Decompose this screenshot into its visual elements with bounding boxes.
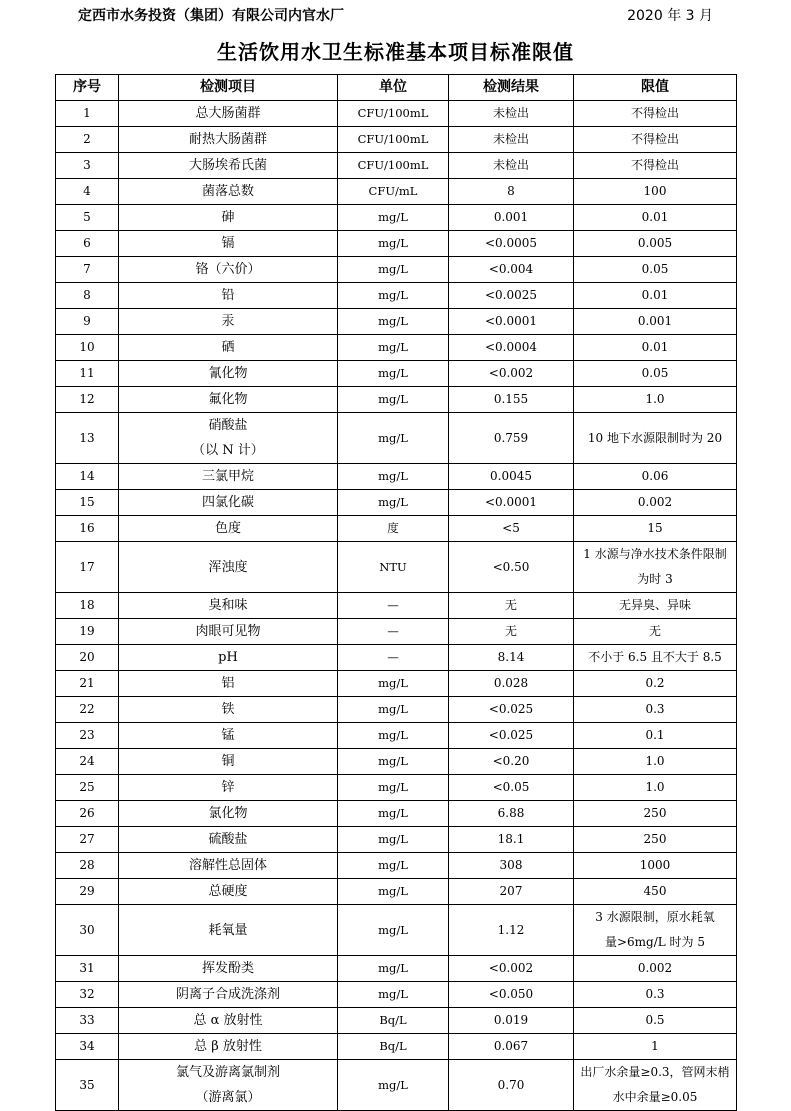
- report-date: 2020 年 3 月: [627, 8, 713, 24]
- cell-item: [119, 879, 338, 905]
- cell-limit: [574, 231, 737, 257]
- cell-unit: mg/L: [338, 361, 449, 387]
- table-row: [56, 749, 737, 775]
- cell-limit: [574, 464, 737, 490]
- cell-result: 6.88: [449, 801, 574, 827]
- cell-item-line: 色度: [214, 521, 241, 536]
- cell-item-line: 铁: [221, 702, 235, 717]
- cell-item: [119, 153, 338, 179]
- cell-item-line: 氯化物: [208, 806, 248, 821]
- cell-item: [119, 982, 338, 1008]
- table-row: [56, 516, 737, 542]
- cell-limit: [574, 1034, 737, 1060]
- cell-item-line: 氰化物: [208, 366, 248, 381]
- cell-limit: [574, 257, 737, 283]
- cell-item: [119, 827, 338, 853]
- cell-item: [119, 335, 338, 361]
- cell-unit: mg/L: [338, 956, 449, 982]
- table-row: [56, 775, 737, 801]
- cell-no: 30: [56, 905, 119, 956]
- table-row: [56, 309, 737, 335]
- cell-unit: Bq/L: [338, 1008, 449, 1034]
- cell-no: 31: [56, 956, 119, 982]
- cell-item: [119, 1060, 338, 1111]
- cell-result: <0.025: [449, 723, 574, 749]
- cell-no: 10: [56, 335, 119, 361]
- column-header-limit: 限值: [574, 75, 737, 101]
- cell-result: <0.002: [449, 361, 574, 387]
- cell-unit: mg/L: [338, 905, 449, 956]
- cell-unit: mg/L: [338, 853, 449, 879]
- cell-unit: —: [338, 619, 449, 645]
- cell-result: 无: [449, 593, 574, 619]
- cell-limit: [574, 956, 737, 982]
- cell-no: 17: [56, 542, 119, 593]
- table-row: [56, 257, 737, 283]
- cell-result: 308: [449, 853, 574, 879]
- cell-limit-line: 0.01: [641, 340, 669, 354]
- cell-item: [119, 283, 338, 309]
- cell-limit-line: 0.05: [641, 262, 669, 276]
- table-row: [56, 905, 737, 956]
- table-row: [56, 283, 737, 309]
- cell-item: [119, 593, 338, 619]
- cell-limit-line: 0.2: [645, 676, 665, 690]
- cell-unit: mg/L: [338, 723, 449, 749]
- cell-result: 207: [449, 879, 574, 905]
- cell-limit-line: 450: [643, 884, 667, 898]
- table-row: [56, 413, 737, 464]
- table-row: [56, 801, 737, 827]
- cell-result: <0.004: [449, 257, 574, 283]
- cell-limit: [574, 1008, 737, 1034]
- cell-item: [119, 179, 338, 205]
- cell-item-line: 镉: [221, 236, 235, 251]
- cell-unit: CFU/100mL: [338, 101, 449, 127]
- table-row: [56, 490, 737, 516]
- cell-item: [119, 127, 338, 153]
- cell-item-line: 耐热大肠菌群: [188, 132, 267, 147]
- cell-no: 15: [56, 490, 119, 516]
- cell-limit-line: 无: [648, 624, 661, 638]
- table-row: [56, 101, 737, 127]
- cell-limit-line: 无异臭、异味: [618, 598, 691, 612]
- cell-unit: mg/L: [338, 1060, 449, 1111]
- cell-no: 6: [56, 231, 119, 257]
- cell-limit-line: 250: [643, 832, 667, 846]
- cell-item: [119, 516, 338, 542]
- cell-no: 23: [56, 723, 119, 749]
- cell-limit: [574, 283, 737, 309]
- cell-item: [119, 645, 338, 671]
- table-row: [56, 1034, 737, 1060]
- cell-unit: mg/L: [338, 827, 449, 853]
- cell-result: <0.20: [449, 749, 574, 775]
- cell-limit-line: 0.3: [645, 702, 665, 716]
- cell-result: <0.025: [449, 697, 574, 723]
- table-row: [56, 593, 737, 619]
- cell-no: 3: [56, 153, 119, 179]
- cell-limit: [574, 205, 737, 231]
- cell-item-line: 铜: [221, 754, 235, 769]
- cell-item-line: 锌: [221, 780, 235, 795]
- cell-no: 14: [56, 464, 119, 490]
- cell-unit: mg/L: [338, 464, 449, 490]
- cell-no: 4: [56, 179, 119, 205]
- cell-limit-line: 1.0: [645, 780, 665, 794]
- cell-limit-line: 3 水源限制，原水耗氧: [595, 910, 715, 924]
- cell-unit: mg/L: [338, 749, 449, 775]
- cell-item: [119, 697, 338, 723]
- cell-limit: [574, 490, 737, 516]
- cell-unit: mg/L: [338, 231, 449, 257]
- cell-item: [119, 205, 338, 231]
- cell-item-line: 溶解性总固体: [188, 858, 267, 873]
- cell-item: [119, 905, 338, 956]
- cell-result: 无: [449, 619, 574, 645]
- cell-limit: [574, 361, 737, 387]
- cell-item: [119, 801, 338, 827]
- table-row: [56, 361, 737, 387]
- cell-item: [119, 1008, 338, 1034]
- table-row: [56, 153, 737, 179]
- table-row: [56, 982, 737, 1008]
- cell-limit-line: 0.01: [641, 210, 669, 224]
- table-row: [56, 645, 737, 671]
- column-header-no: 序号: [56, 75, 119, 101]
- cell-limit: [574, 749, 737, 775]
- cell-item-line: 汞: [221, 314, 235, 329]
- table-row: [56, 671, 737, 697]
- cell-result: 18.1: [449, 827, 574, 853]
- cell-item-line: 臭和味: [208, 598, 248, 613]
- table-row: [56, 1060, 737, 1111]
- column-header-unit: 单位: [338, 75, 449, 101]
- cell-no: 16: [56, 516, 119, 542]
- cell-no: 8: [56, 283, 119, 309]
- cell-result: 8.14: [449, 645, 574, 671]
- cell-limit-line: 出厂水余量≥0.3，管网末梢: [580, 1065, 730, 1079]
- cell-no: 2: [56, 127, 119, 153]
- cell-limit-line: 量>6mg/L 时为 5: [604, 935, 706, 949]
- cell-limit-line: 0.1: [645, 728, 665, 742]
- cell-item-line: 锰: [221, 728, 235, 743]
- cell-result: 0.028: [449, 671, 574, 697]
- cell-no: 26: [56, 801, 119, 827]
- cell-limit: [574, 387, 737, 413]
- cell-result: 0.70: [449, 1060, 574, 1111]
- cell-limit-line: 0.3: [645, 987, 665, 1001]
- cell-unit: mg/L: [338, 283, 449, 309]
- cell-limit: [574, 593, 737, 619]
- cell-unit: NTU: [338, 542, 449, 593]
- table-row: [56, 619, 737, 645]
- cell-no: 33: [56, 1008, 119, 1034]
- cell-item-line: 总硬度: [208, 884, 248, 899]
- organization-name: 定西市水务投资（集团）有限公司内官水厂: [78, 8, 344, 24]
- cell-limit: [574, 879, 737, 905]
- cell-no: 22: [56, 697, 119, 723]
- cell-limit-line: 0.002: [637, 495, 673, 509]
- cell-item-line: 总大肠菌群: [195, 106, 261, 121]
- table-row: [56, 542, 737, 593]
- table-row: [56, 956, 737, 982]
- cell-limit-line: 不得检出: [630, 132, 679, 146]
- cell-item: [119, 309, 338, 335]
- cell-no: 1: [56, 101, 119, 127]
- cell-limit-line: 1.0: [645, 392, 665, 406]
- cell-unit: CFU/100mL: [338, 153, 449, 179]
- cell-unit: mg/L: [338, 309, 449, 335]
- cell-item: [119, 723, 338, 749]
- cell-result: 0.001: [449, 205, 574, 231]
- cell-no: 32: [56, 982, 119, 1008]
- cell-limit: [574, 1060, 737, 1111]
- table-row: [56, 231, 737, 257]
- cell-no: 20: [56, 645, 119, 671]
- table-row: [56, 697, 737, 723]
- cell-item-line: 大肠埃希氏菌: [188, 158, 267, 173]
- page-title: 生活饮用水卫生标准基本项目标准限值: [217, 40, 574, 64]
- cell-item: [119, 387, 338, 413]
- cell-item-line: 总 α 放射性: [193, 1013, 263, 1028]
- cell-result: 1.12: [449, 905, 574, 956]
- cell-item-line: 硫酸盐: [208, 832, 248, 847]
- cell-limit: [574, 775, 737, 801]
- cell-result: 0.155: [449, 387, 574, 413]
- table-row: [56, 127, 737, 153]
- cell-result: <0.0005: [449, 231, 574, 257]
- cell-no: 5: [56, 205, 119, 231]
- cell-limit-line: 1: [651, 1039, 659, 1053]
- cell-item-line: 阴离子合成洗涤剂: [175, 987, 280, 1002]
- cell-item-line: 铝: [221, 676, 235, 691]
- column-header-result: 检测结果: [449, 75, 574, 101]
- cell-limit-line: 15: [647, 521, 663, 535]
- cell-item-line: 挥发酚类: [201, 961, 254, 976]
- cell-limit-line: 1000: [639, 858, 671, 872]
- cell-limit-line: 1.0: [645, 754, 665, 768]
- cell-unit: mg/L: [338, 697, 449, 723]
- cell-no: 35: [56, 1060, 119, 1111]
- table-row: [56, 179, 737, 205]
- cell-no: 34: [56, 1034, 119, 1060]
- cell-limit: [574, 723, 737, 749]
- water-quality-table: [55, 74, 737, 1111]
- cell-limit-line: 100: [643, 184, 667, 198]
- cell-result: <0.050: [449, 982, 574, 1008]
- cell-item: [119, 853, 338, 879]
- cell-item: [119, 775, 338, 801]
- cell-limit: [574, 101, 737, 127]
- cell-item: [119, 619, 338, 645]
- table-row: [56, 464, 737, 490]
- cell-result: 8: [449, 179, 574, 205]
- cell-unit: mg/L: [338, 671, 449, 697]
- cell-unit: —: [338, 645, 449, 671]
- cell-limit-line: 0.005: [637, 236, 673, 250]
- cell-limit: [574, 827, 737, 853]
- cell-limit-line: 0.05: [641, 366, 669, 380]
- table-header-row: [56, 75, 737, 101]
- cell-result: <5: [449, 516, 574, 542]
- cell-limit-line: 为时 3: [637, 572, 673, 586]
- table-row: [56, 853, 737, 879]
- cell-limit: [574, 645, 737, 671]
- cell-result: 未检出: [449, 127, 574, 153]
- cell-no: 25: [56, 775, 119, 801]
- cell-no: 29: [56, 879, 119, 905]
- cell-limit-line: 1 水源与净水技术条件限制: [583, 547, 727, 561]
- table-row: [56, 335, 737, 361]
- cell-item: [119, 101, 338, 127]
- table-row: [56, 1008, 737, 1034]
- cell-unit: —: [338, 593, 449, 619]
- cell-item: [119, 1034, 338, 1060]
- cell-unit: mg/L: [338, 413, 449, 464]
- cell-unit: mg/L: [338, 982, 449, 1008]
- cell-item-line: （以 N 计）: [192, 443, 264, 458]
- cell-limit: [574, 982, 737, 1008]
- cell-unit: mg/L: [338, 879, 449, 905]
- cell-no: 18: [56, 593, 119, 619]
- table-row: [56, 387, 737, 413]
- cell-limit-line: 水中余量≥0.05: [612, 1090, 698, 1104]
- cell-result: <0.0025: [449, 283, 574, 309]
- cell-no: 11: [56, 361, 119, 387]
- cell-unit: CFU/mL: [338, 179, 449, 205]
- cell-limit: [574, 309, 737, 335]
- cell-unit: CFU/100mL: [338, 127, 449, 153]
- cell-limit-line: 250: [643, 806, 667, 820]
- cell-item-line: 总 β 放射性: [194, 1039, 262, 1054]
- cell-limit: [574, 179, 737, 205]
- cell-item-line: 铅: [221, 288, 235, 303]
- cell-unit: mg/L: [338, 257, 449, 283]
- cell-no: 12: [56, 387, 119, 413]
- cell-item-line: 菌落总数: [201, 184, 254, 199]
- cell-no: 21: [56, 671, 119, 697]
- cell-no: 28: [56, 853, 119, 879]
- cell-limit-line: 不得检出: [630, 158, 679, 172]
- cell-unit: mg/L: [338, 205, 449, 231]
- cell-result: 0.067: [449, 1034, 574, 1060]
- cell-no: 7: [56, 257, 119, 283]
- cell-item: [119, 956, 338, 982]
- cell-result: <0.0004: [449, 335, 574, 361]
- cell-limit-line: 0.001: [637, 314, 673, 328]
- cell-item: [119, 257, 338, 283]
- table-row: [56, 879, 737, 905]
- cell-item: [119, 361, 338, 387]
- cell-item: [119, 231, 338, 257]
- cell-limit: [574, 619, 737, 645]
- cell-result: 未检出: [449, 101, 574, 127]
- cell-unit: mg/L: [338, 387, 449, 413]
- cell-unit: mg/L: [338, 801, 449, 827]
- cell-unit: mg/L: [338, 490, 449, 516]
- cell-limit: [574, 516, 737, 542]
- table-row: [56, 205, 737, 231]
- cell-result: 0.0045: [449, 464, 574, 490]
- cell-item-line: （游离氯）: [195, 1090, 261, 1105]
- cell-limit: [574, 697, 737, 723]
- cell-no: 9: [56, 309, 119, 335]
- cell-result: <0.0001: [449, 309, 574, 335]
- cell-no: 27: [56, 827, 119, 853]
- cell-item-line: 硒: [221, 340, 235, 355]
- cell-no: 24: [56, 749, 119, 775]
- cell-result: <0.05: [449, 775, 574, 801]
- cell-unit: mg/L: [338, 335, 449, 361]
- cell-result: 0.759: [449, 413, 574, 464]
- cell-item-line: 四氯化碳: [201, 495, 254, 510]
- cell-limit-line: 0.5: [645, 1013, 665, 1027]
- cell-result: <0.002: [449, 956, 574, 982]
- cell-limit-line: 0.01: [641, 288, 669, 302]
- document-header: [0, 0, 791, 30]
- cell-limit: [574, 413, 737, 464]
- cell-item-line: 耗氧量: [208, 922, 248, 938]
- cell-item: [119, 749, 338, 775]
- cell-limit-line: 不小于 6.5 且不大于 8.5: [588, 650, 722, 664]
- cell-item-line: 氯气及游离氯制剂: [175, 1065, 280, 1080]
- cell-unit: Bq/L: [338, 1034, 449, 1060]
- cell-no: 19: [56, 619, 119, 645]
- cell-item-line: 浑浊度: [208, 559, 248, 575]
- cell-limit: [574, 801, 737, 827]
- cell-limit: [574, 335, 737, 361]
- cell-item: [119, 542, 338, 593]
- cell-item: [119, 671, 338, 697]
- cell-result: 0.019: [449, 1008, 574, 1034]
- cell-unit: 度: [338, 516, 449, 542]
- cell-item-line: pH: [218, 650, 238, 665]
- table-row: [56, 723, 737, 749]
- cell-item-line: 三氯甲烷: [201, 469, 254, 484]
- cell-limit-line: 0.06: [641, 469, 669, 483]
- cell-limit: [574, 905, 737, 956]
- cell-item: [119, 413, 338, 464]
- cell-result: <0.50: [449, 542, 574, 593]
- cell-item-line: 砷: [221, 210, 235, 225]
- cell-item-line: 铬（六价）: [195, 262, 261, 277]
- cell-no: 13: [56, 413, 119, 464]
- cell-item: [119, 490, 338, 516]
- cell-limit: [574, 853, 737, 879]
- cell-item: [119, 464, 338, 490]
- table-body: [56, 101, 737, 1111]
- cell-limit: [574, 542, 737, 593]
- cell-limit-line: 0.002: [637, 961, 673, 975]
- cell-item-line: 氟化物: [208, 392, 248, 407]
- cell-item-line: 肉眼可见物: [195, 624, 261, 639]
- cell-limit: [574, 671, 737, 697]
- column-header-item: 检测项目: [119, 75, 338, 101]
- table-row: [56, 827, 737, 853]
- cell-result: <0.0001: [449, 490, 574, 516]
- cell-result: 未检出: [449, 153, 574, 179]
- cell-limit-line: 10 地下水源限制时为 20: [587, 430, 723, 445]
- cell-item-line: 硝酸盐: [208, 418, 248, 433]
- cell-limit: [574, 153, 737, 179]
- cell-limit: [574, 127, 737, 153]
- cell-limit-line: 不得检出: [630, 106, 679, 120]
- cell-unit: mg/L: [338, 775, 449, 801]
